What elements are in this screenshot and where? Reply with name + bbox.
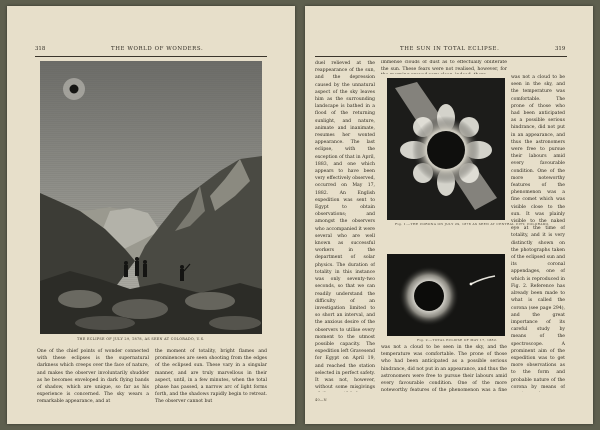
right-page xyxy=(305,6,593,424)
engraving-art xyxy=(40,61,262,334)
eclipse-1882-figure xyxy=(387,254,505,336)
comet xyxy=(471,276,495,284)
text-column-1: duel relieved at the reappearance of the sun, and the depression caused by the unnatural aspect of the sky leaves him as the surrounding landscape is bathed in a flood of the returning sunlight, and nature, animate and inanimate, resumes her wonted appearance. The last eclipse, with the exception of that in April, 1883, and one which appears to have been very effectively observed, occurred on May 17, 1882. An English expedition was sent to Egypt to obtain observations; and amongst the observers who accompanied it were several who are well known as successful workers in the department of solar physics. The duration of totality in this instance was only seventy-two seconds, so that we can readily understand the difficulty of an investigation limited to so short an interval, and the anxious desire of the observers to utilise every moment to the utmost possible capacity. The expedition left Gravesend for Egypt on April 19, and reached the station selected in perfect safety. It was not, however, without some misgivings xyxy=(315,61,375,391)
header-rule xyxy=(35,56,267,57)
signature-mark: 40—N xyxy=(315,398,327,402)
page-number: 318 xyxy=(35,46,46,52)
text-column-1: One of the chief points of wonder connected with these eclipses is the supernatural darkness which creeps over the face of nature, and makes the observer involuntarily shudder as he becomes enveloped in dark flying bands of shadow, which are unique, so far as his experience is concerned. The sky wears a remarkable appearance, and at xyxy=(37,349,149,405)
eclipse-1882-art xyxy=(387,254,505,336)
running-title: THE SUN IN TOTAL ECLIPSE. xyxy=(400,46,500,52)
moon-disc xyxy=(427,131,465,169)
corona-art xyxy=(387,78,505,220)
figure-1-caption: Fig. 1.—THE CORONA ON JULY 29, 1878 AS SEEN AT CENTRAL CITY, COLORADO. xyxy=(395,222,550,226)
text-column-bottom: was not a cloud to be seen in the sky, and the temperature was comfortable. The prone of those who had been anticipated as a possible serious hindrance, did not put in an appearance, and thus the astronomers were free to pursue their labours amid every favourable condition. One of the more noteworthy features of the phenomenon was a fine xyxy=(381,345,507,394)
text-column-2: was not a cloud to be seen in the sky, and the temperature was comfortable. The prone of those who had been anticipated as a possible serious hindrance, did not put in an appearance, and thus the astronomers were free to pursue their labours amid every favourable condition. One of the more noteworthy features of the phenomenon was a fine comet which was visible close to the sun. It was plainly visible to the naked eye at the time of totality, and it is very distinctly shown on the photographs taken of the eclipsed sun and its coronal appendages, one of which is reproduced in Fig. 2. Reference has already been made to what is called the corona (see page 294), and the great importance of its careful study by means of the spectroscope. A prominent aim of the expedition was to get more observations as to the form and probable nature of the corona by means of xyxy=(511,75,565,390)
figure-2-caption: Fig. 2.—TOTAL ECLIPSE OF MAY 17, 1882. xyxy=(417,338,498,342)
running-title: THE WORLD OF WONDERS. xyxy=(111,46,204,52)
corona-1878-figure xyxy=(387,78,505,220)
page-number: 319 xyxy=(555,46,566,52)
illustration-caption: THE ECLIPSE OF JULY 29, 1878, AS SEEN AT COLORADO, U.S. xyxy=(77,337,205,341)
moon-disc xyxy=(414,281,444,311)
header-rule xyxy=(315,56,567,57)
text-column-2: the moment of totality, bright flames and prominences are seen shooting from the edges of the eclipsed sun. These vary in a singular manner, and are truly marvellous in their aspect, until, in a few minutes, when the total phase has passed, a narrow arc of light forms forth, and the shadows rapidly begin to retreat. The observer cannot but xyxy=(155,349,267,405)
eclipse-landscape-engraving xyxy=(40,61,262,334)
text-column-top: immense clouds of dust as to effectually obliterate the sun. These fears were not realised, however, for xyxy=(381,60,507,72)
eclipsed-sun xyxy=(70,85,79,94)
left-page xyxy=(7,6,295,424)
